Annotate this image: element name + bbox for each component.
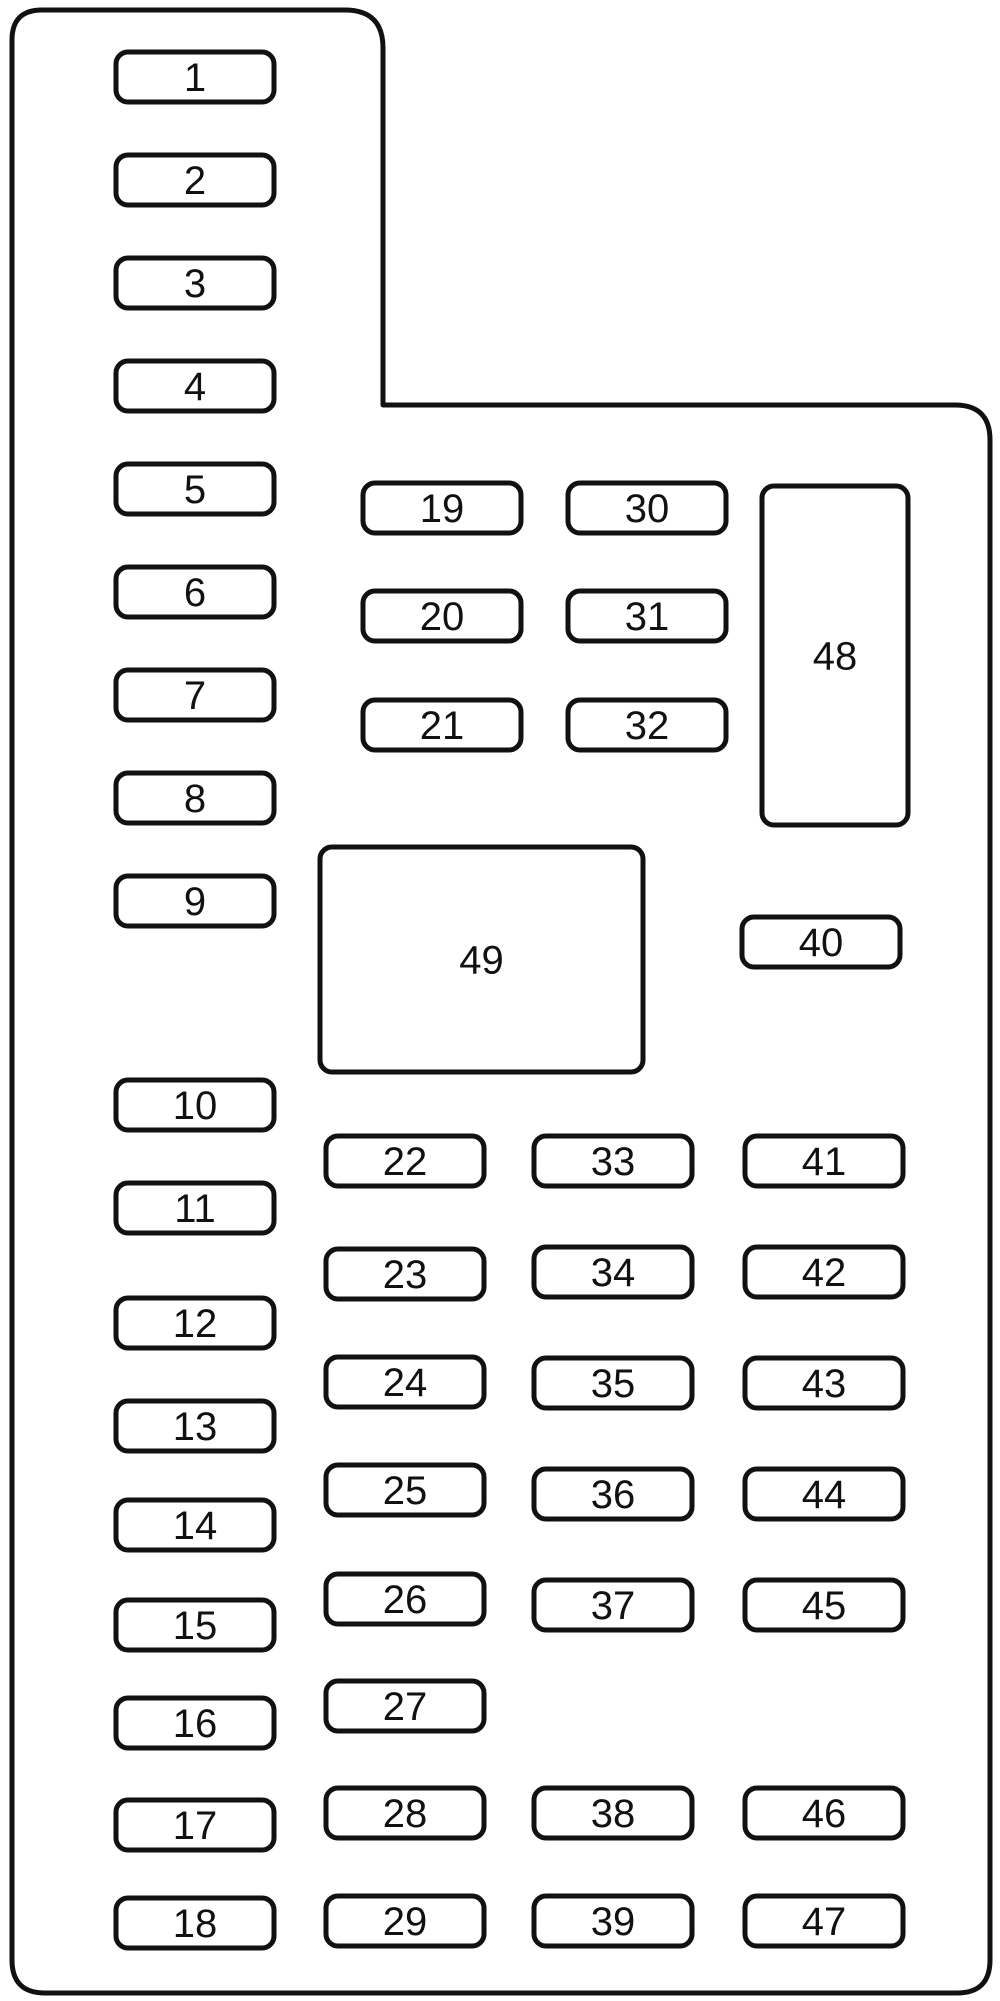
fuse-39-label: 39 xyxy=(590,1900,636,1944)
fuse-32-label: 32 xyxy=(624,704,670,748)
fuse-18 xyxy=(116,1898,274,1948)
fuse-46-label: 46 xyxy=(801,1792,847,1836)
fuse-47 xyxy=(745,1896,903,1946)
fuse-7-label: 7 xyxy=(183,674,207,718)
fuse-15 xyxy=(116,1600,274,1650)
fuse-33 xyxy=(534,1136,692,1186)
fuse-13-label: 13 xyxy=(172,1405,218,1449)
fuse-14-label: 14 xyxy=(172,1504,218,1548)
fuse-27-label: 27 xyxy=(382,1685,428,1729)
fuse-18-label: 18 xyxy=(172,1902,218,1946)
fuse-3-label: 3 xyxy=(183,262,207,306)
fuse-5 xyxy=(116,464,274,514)
fuse-25 xyxy=(326,1465,484,1515)
fuse-21 xyxy=(363,700,521,750)
fuse-27 xyxy=(326,1681,484,1731)
fuse-11-label: 11 xyxy=(174,1187,216,1231)
fuse-24 xyxy=(326,1357,484,1407)
fuse-49 xyxy=(320,847,643,1072)
fuse-49-label: 49 xyxy=(459,938,504,983)
fuse-16-label: 16 xyxy=(172,1702,218,1746)
fuse-30-label: 30 xyxy=(624,487,670,531)
fuse-34-label: 34 xyxy=(590,1251,636,1295)
fuse-40 xyxy=(742,917,900,967)
fuse-35-label: 35 xyxy=(590,1362,636,1406)
fuse-28-label: 28 xyxy=(382,1792,428,1836)
fuse-28 xyxy=(326,1788,484,1838)
fuse-36 xyxy=(534,1469,692,1519)
fuse-16 xyxy=(116,1698,274,1748)
fuse-33-label: 33 xyxy=(590,1140,636,1184)
fuse-19 xyxy=(363,483,521,533)
fuse-26 xyxy=(326,1574,484,1624)
fuse-5-label: 5 xyxy=(183,468,207,512)
fuse-41-label: 41 xyxy=(801,1140,847,1184)
fuse-20 xyxy=(363,591,521,641)
fuse-30 xyxy=(568,483,726,533)
fuse-25-label: 25 xyxy=(382,1469,428,1513)
fuse-44 xyxy=(745,1469,903,1519)
fuse-45 xyxy=(745,1580,903,1630)
fuse-6 xyxy=(116,567,274,617)
fuse-41 xyxy=(745,1136,903,1186)
fuse-19-label: 19 xyxy=(419,487,465,531)
fuse-4-label: 4 xyxy=(183,365,207,409)
fuse-9-label: 9 xyxy=(183,880,207,924)
fuse-17 xyxy=(116,1800,274,1850)
fuse-8 xyxy=(116,773,274,823)
fuse-6-label: 6 xyxy=(183,571,207,615)
fuse-22 xyxy=(326,1136,484,1186)
fuse-42 xyxy=(745,1247,903,1297)
fuse-12-label: 12 xyxy=(172,1302,218,1346)
fuse-21-label: 21 xyxy=(419,704,465,748)
fuse-32 xyxy=(568,700,726,750)
fuse-40-label: 40 xyxy=(798,921,844,965)
fuse-7 xyxy=(116,670,274,720)
fuse-4 xyxy=(116,361,274,411)
fuse-2 xyxy=(116,155,274,205)
fuse-39 xyxy=(534,1896,692,1946)
fuse-23-label: 23 xyxy=(382,1253,428,1297)
fuse-17-label: 17 xyxy=(172,1804,218,1848)
fuse-31 xyxy=(568,591,726,641)
fuse-23 xyxy=(326,1249,484,1299)
fuse-43 xyxy=(745,1358,903,1408)
fuse-1 xyxy=(116,52,274,102)
fuse-9 xyxy=(116,876,274,926)
fuse-45-label: 45 xyxy=(801,1584,847,1628)
fuse-37-label: 37 xyxy=(590,1584,636,1628)
fuse-44-label: 44 xyxy=(801,1473,847,1517)
fuse-14 xyxy=(116,1500,274,1550)
fuse-36-label: 36 xyxy=(590,1473,636,1517)
fuse-24-label: 24 xyxy=(382,1361,428,1405)
fuse-29 xyxy=(326,1896,484,1946)
fuse-10-label: 10 xyxy=(172,1084,218,1128)
fuse-38-label: 38 xyxy=(590,1792,636,1836)
fuse-20-label: 20 xyxy=(419,595,465,639)
fuse-13 xyxy=(116,1401,274,1451)
fuse-35 xyxy=(534,1358,692,1408)
fuse-1-label: 1 xyxy=(183,56,207,100)
fuse-31-label: 31 xyxy=(624,595,670,639)
fuse-15-label: 15 xyxy=(172,1604,218,1648)
fuse-22-label: 22 xyxy=(382,1140,428,1184)
fuse-47-label: 47 xyxy=(801,1900,847,1944)
fuse-43-label: 43 xyxy=(801,1362,847,1406)
fuse-3 xyxy=(116,258,274,308)
fuse-2-label: 2 xyxy=(183,159,207,203)
fuse-8-label: 8 xyxy=(183,777,207,821)
fuse-48-label: 48 xyxy=(812,634,858,679)
fuse-42-label: 42 xyxy=(801,1251,847,1295)
fuse-11 xyxy=(116,1183,274,1233)
fuse-38 xyxy=(534,1788,692,1838)
fuse-10 xyxy=(116,1080,274,1130)
fuse-37 xyxy=(534,1580,692,1630)
fuse-26-label: 26 xyxy=(382,1578,428,1622)
fuse-29-label: 29 xyxy=(382,1900,428,1944)
fuse-34 xyxy=(534,1247,692,1297)
fuse-48 xyxy=(762,486,908,825)
fuse-12 xyxy=(116,1298,274,1348)
fuse-46 xyxy=(745,1788,903,1838)
